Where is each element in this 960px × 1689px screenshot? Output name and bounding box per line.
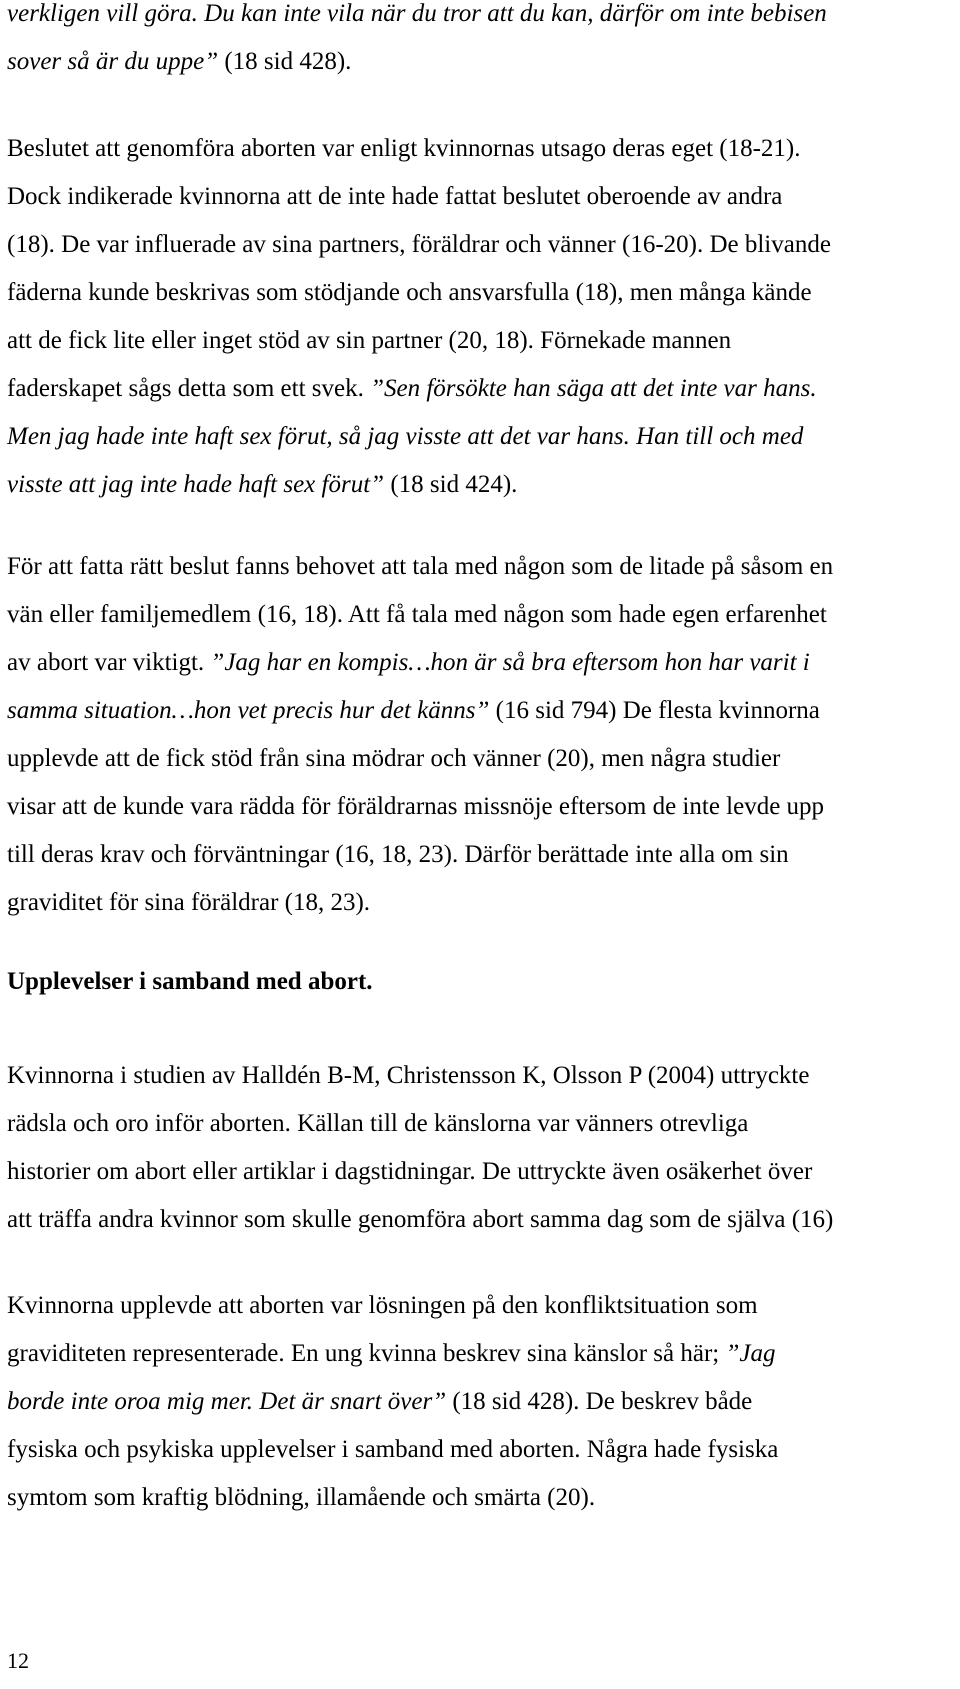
text-line: till deras krav och förväntningar (16, 18, 23). Därför berättade inte alla om sin — [7, 841, 789, 868]
quote-text: visste att jag inte hade haft sex förut” — [7, 471, 385, 498]
text-line — [7, 461, 831, 509]
paragraph-support — [7, 543, 833, 927]
text-line: Dock indikerade kvinnorna att de inte hade fattat beslutet oberoende av andra — [7, 183, 783, 210]
quote-text: samma situation…hon vet precis hur det känns” — [7, 697, 490, 724]
paragraph-continuation — [7, 0, 827, 86]
text-line — [7, 1330, 778, 1378]
citation: (18 sid 428). — [218, 48, 352, 75]
text-line — [7, 1378, 778, 1426]
text-line: Beslutet att genomföra aborten var enligt kvinnornas utsago deras eget (18-21). — [7, 135, 801, 162]
paragraph-decision — [7, 125, 831, 509]
quote-text: ”Jag — [725, 1340, 776, 1367]
body-text: graviditeten representerade. En ung kvinna beskrev sina känslor så här; — [7, 1340, 726, 1367]
text-line: symtom som kraftig blödning, illamående och smärta (20). — [7, 1484, 596, 1511]
quote-text: ”Jag har en kompis…hon är så bra eftersom hon har varit i — [210, 649, 810, 676]
text-line — [7, 38, 827, 86]
citation: (18 sid 424). — [384, 471, 518, 498]
text-line: historier om abort eller artiklar i dagstidningar. De uttryckte även osäkerhet över — [7, 1158, 813, 1185]
text-line: upplevde att de fick stöd från sina mödrar och vänner (20), men några studier — [7, 745, 781, 772]
text-line — [7, 639, 833, 687]
quote-text: sover så är du uppe” — [7, 48, 219, 75]
text-line: Kvinnorna i studien av Halldén B-M, Christensson K, Olsson P (2004) uttryckte — [7, 1062, 810, 1089]
quote-text: ”Sen försökte han säga att det inte var hans. — [370, 375, 817, 402]
text-line: vän eller familjemedlem (16, 18). Att få tala med någon som hade egen erfarenhet — [7, 601, 827, 628]
text-line — [7, 365, 831, 413]
page-number: 12 — [7, 1648, 29, 1673]
section-heading: Upplevelser i samband med abort. — [7, 968, 373, 995]
text-line: För att fatta rätt beslut fanns behovet att tala med någon som de litade på såsom en — [7, 553, 834, 580]
text-line: verkligen vill göra. Du kan inte vila när du tror att du kan, därför om inte bebisen — [7, 0, 827, 27]
paragraph-solution — [7, 1282, 778, 1522]
paragraph-experiences — [7, 1052, 833, 1244]
quote-text: borde inte oroa mig mer. Det är snart över” — [7, 1388, 447, 1415]
text-line: Kvinnorna upplevde att aborten var lösningen på den konfliktsituation som — [7, 1292, 758, 1319]
text-line: att träffa andra kvinnor som skulle genomföra abort samma dag som de själva (16) — [7, 1206, 834, 1233]
body-text: faderskapet sågs detta som ett svek. — [7, 375, 371, 402]
text-line — [7, 687, 833, 735]
text-line: att de fick lite eller inget stöd av sin partner (20, 18). Förnekade mannen — [7, 327, 732, 354]
body-text: (16 sid 794) De flesta kvinnorna — [489, 697, 820, 724]
text-line: fäderna kunde beskrivas som stödjande och ansvarsfulla (18), men många kände — [7, 279, 812, 306]
body-text: av abort var viktigt. — [7, 649, 211, 676]
text-line: Men jag hade inte haft sex förut, så jag visste att det var hans. Han till och med — [7, 423, 804, 450]
text-line: fysiska och psykiska upplevelser i samband med aborten. Några hade fysiska — [7, 1436, 779, 1463]
text-line: (18). De var influerade av sina partners, föräldrar och vänner (16-20). De blivande — [7, 231, 831, 258]
text-line: graviditet för sina föräldrar (18, 23). — [7, 889, 371, 916]
body-text: (18 sid 428). De beskrev både — [446, 1388, 753, 1415]
text-line: visar att de kunde vara rädda för föräldrarnas missnöje eftersom de inte levde upp — [7, 793, 825, 820]
text-line: rädsla och oro inför aborten. Källan till de känslorna var vänners otrevliga — [7, 1110, 749, 1137]
